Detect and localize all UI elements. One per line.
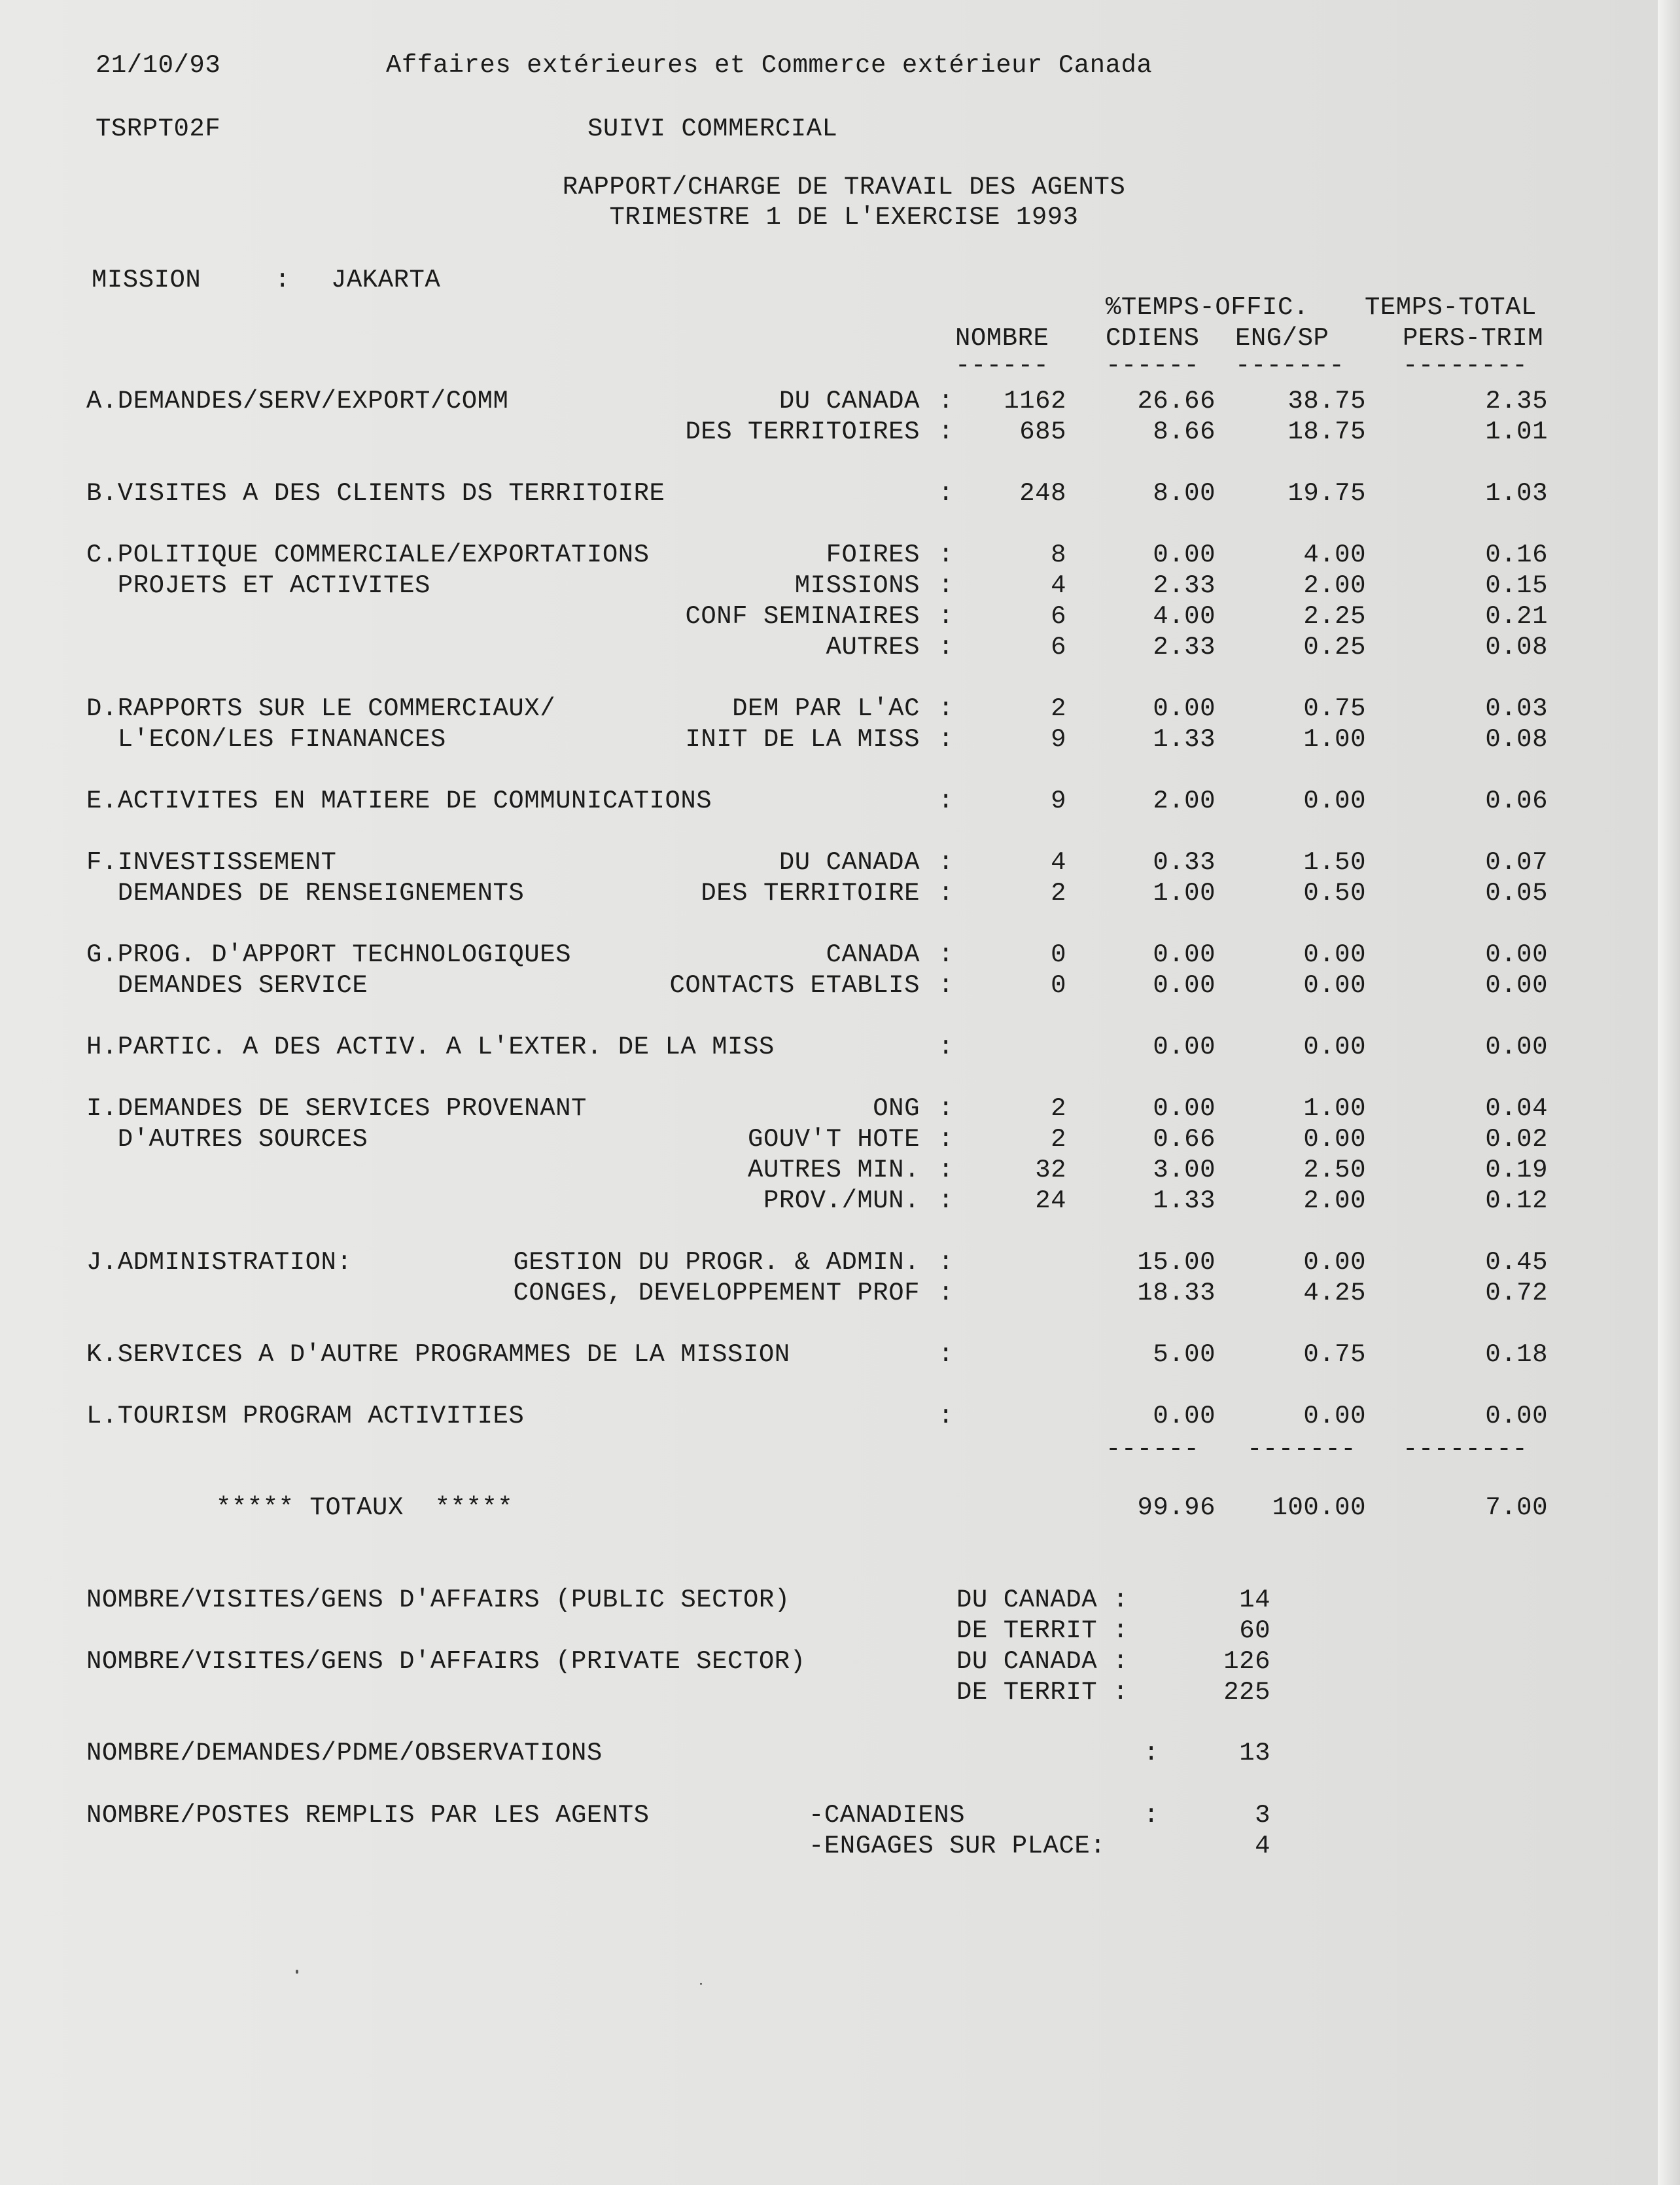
visits-public-territ-value: 60 xyxy=(1239,1616,1270,1645)
visits-private-territ-value: 225 xyxy=(1223,1678,1270,1707)
totals-rule-perstrim: -------- xyxy=(1403,1435,1528,1464)
row-sublabel: DU CANADA xyxy=(779,848,920,877)
visits-public-canada-value: 14 xyxy=(1239,1586,1270,1614)
cell-nombre: 685 xyxy=(1019,417,1066,446)
row-sublabel: CONGES, DEVELOPPEMENT PROF xyxy=(513,1279,920,1307)
row-colon: : xyxy=(938,602,954,631)
row-sublabel: GESTION DU PROGR. & ADMIN. xyxy=(513,1248,920,1277)
row-colon: : xyxy=(938,387,954,416)
cell-cdiens: 0.00 xyxy=(1153,694,1216,723)
row-label: D'AUTRES SOURCES xyxy=(86,1125,368,1154)
cell-engsp: 0.00 xyxy=(1303,1125,1366,1154)
cell-perstrim: 0.45 xyxy=(1485,1248,1548,1277)
col-underline-cdiens: ------ xyxy=(1106,351,1200,380)
cell-perstrim: 0.07 xyxy=(1485,848,1548,877)
report-title: RAPPORT/CHARGE DE TRAVAIL DES AGENTS xyxy=(562,173,1126,202)
cell-nombre: 1162 xyxy=(1004,387,1066,416)
cell-nombre: 9 xyxy=(1051,787,1066,815)
cell-cdiens: 0.00 xyxy=(1153,1402,1216,1430)
cell-engsp: 0.00 xyxy=(1303,1402,1366,1430)
cell-engsp: 0.75 xyxy=(1303,694,1366,723)
row-sublabel: CANADA xyxy=(826,940,920,969)
row-colon: : xyxy=(938,787,954,815)
cell-engsp: 2.00 xyxy=(1303,1186,1366,1215)
cell-cdiens: 0.00 xyxy=(1153,1094,1216,1123)
col-header-temps-offic: %TEMPS-OFFIC. xyxy=(1106,293,1309,322)
col-header-engsp: ENG/SP xyxy=(1235,324,1329,353)
row-colon: : xyxy=(938,541,954,569)
row-sublabel: FOIRES xyxy=(826,541,920,569)
cell-perstrim: 0.21 xyxy=(1485,602,1548,631)
cell-nombre: 0 xyxy=(1051,971,1066,1000)
cell-perstrim: 2.35 xyxy=(1485,387,1548,416)
cell-cdiens: 18.33 xyxy=(1137,1279,1216,1307)
cell-nombre: 248 xyxy=(1019,479,1066,508)
cell-engsp: 18.75 xyxy=(1287,417,1366,446)
cell-nombre: 6 xyxy=(1051,602,1066,631)
cell-cdiens: 0.00 xyxy=(1153,541,1216,569)
cell-engsp: 0.25 xyxy=(1303,633,1366,662)
cell-cdiens: 4.00 xyxy=(1153,602,1216,631)
cell-engsp: 2.00 xyxy=(1303,571,1366,600)
row-colon: : xyxy=(938,1279,954,1307)
cell-perstrim: 0.00 xyxy=(1485,940,1548,969)
report-code: TSRPT02F xyxy=(96,115,221,143)
col-header-temps-total: TEMPS-TOTAL xyxy=(1365,293,1537,322)
col-underline-engsp: ------- xyxy=(1235,351,1345,380)
cell-engsp: 1.00 xyxy=(1303,725,1366,754)
row-label: I.DEMANDES DE SERVICES PROVENANT xyxy=(86,1094,587,1123)
cell-nombre: 8 xyxy=(1051,541,1066,569)
system-name: SUIVI COMMERCIAL xyxy=(587,115,838,143)
cell-perstrim: 0.00 xyxy=(1485,1033,1548,1061)
cell-perstrim: 0.08 xyxy=(1485,725,1548,754)
col-underline-nombre: ------ xyxy=(955,351,1049,380)
row-colon: : xyxy=(938,1094,954,1123)
col-underline-perstrim: -------- xyxy=(1403,351,1528,380)
page-edge-shadow xyxy=(1658,0,1680,2185)
cell-engsp: 0.00 xyxy=(1303,971,1366,1000)
cell-engsp: 4.25 xyxy=(1303,1279,1366,1307)
cell-cdiens: 1.33 xyxy=(1153,1186,1216,1215)
row-sublabel: CONF SEMINAIRES xyxy=(685,602,920,631)
cell-nombre: 4 xyxy=(1051,571,1066,600)
postes-label: NOMBRE/POSTES REMPLIS PAR LES AGENTS xyxy=(86,1801,650,1830)
col-header-nombre: NOMBRE xyxy=(955,324,1049,353)
cell-cdiens: 2.00 xyxy=(1153,787,1216,815)
cell-cdiens: 26.66 xyxy=(1137,387,1216,416)
cell-nombre: 2 xyxy=(1051,1094,1066,1123)
row-colon: : xyxy=(938,1033,954,1061)
cell-cdiens: 1.33 xyxy=(1153,725,1216,754)
row-colon: : xyxy=(938,1125,954,1154)
row-colon: : xyxy=(938,1248,954,1277)
row-label: DEMANDES DE RENSEIGNEMENTS xyxy=(86,879,525,908)
cell-perstrim: 0.18 xyxy=(1485,1340,1548,1369)
visits-private-territ-label: DE TERRIT : xyxy=(956,1678,1129,1707)
postes-engages-label: -ENGAGES SUR PLACE: xyxy=(809,1832,1106,1860)
report-date: 21/10/93 xyxy=(96,51,221,80)
cell-cdiens: 15.00 xyxy=(1137,1248,1216,1277)
visits-private-canada-value: 126 xyxy=(1223,1647,1270,1676)
scan-speck xyxy=(296,1970,298,1974)
row-label: B.VISITES A DES CLIENTS DS TERRITOIRE xyxy=(86,479,665,508)
row-label: PROJETS ET ACTIVITES xyxy=(86,571,430,600)
row-label: G.PROG. D'APPORT TECHNOLOGIQUES xyxy=(86,940,572,969)
cell-perstrim: 0.00 xyxy=(1485,971,1548,1000)
row-sublabel: ONG xyxy=(873,1094,920,1123)
col-header-perstrim: PERS-TRIM xyxy=(1403,324,1544,353)
cell-engsp: 2.25 xyxy=(1303,602,1366,631)
row-sublabel: MISSIONS xyxy=(794,571,920,600)
cell-engsp: 0.00 xyxy=(1303,1033,1366,1061)
cell-engsp: 1.00 xyxy=(1303,1094,1366,1123)
row-colon: : xyxy=(938,940,954,969)
cell-engsp: 4.00 xyxy=(1303,541,1366,569)
row-colon: : xyxy=(938,1186,954,1215)
row-label: H.PARTIC. A DES ACTIV. A L'EXTER. DE LA MISS xyxy=(86,1033,775,1061)
row-colon: : xyxy=(938,1402,954,1430)
postes-canadiens-colon: : xyxy=(1144,1801,1159,1830)
cell-perstrim: 0.03 xyxy=(1485,694,1548,723)
row-sublabel: DES TERRITOIRES xyxy=(685,417,920,446)
row-label: K.SERVICES A D'AUTRE PROGRAMMES DE LA MISSION xyxy=(86,1340,790,1369)
row-sublabel: DES TERRITOIRE xyxy=(701,879,920,908)
cell-nombre: 6 xyxy=(1051,633,1066,662)
cell-engsp: 1.50 xyxy=(1303,848,1366,877)
cell-cdiens: 0.33 xyxy=(1153,848,1216,877)
cell-cdiens: 1.00 xyxy=(1153,879,1216,908)
pdme-colon: : xyxy=(1144,1739,1159,1768)
cell-engsp: 0.00 xyxy=(1303,1248,1366,1277)
row-label: F.INVESTISSEMENT xyxy=(86,848,337,877)
row-colon: : xyxy=(938,479,954,508)
row-colon: : xyxy=(938,417,954,446)
cell-engsp: 0.50 xyxy=(1303,879,1366,908)
cell-nombre: 0 xyxy=(1051,940,1066,969)
visits-private-canada-label: DU CANADA : xyxy=(956,1647,1129,1676)
cell-perstrim: 0.15 xyxy=(1485,571,1548,600)
cell-engsp: 38.75 xyxy=(1287,387,1366,416)
cell-engsp: 0.00 xyxy=(1303,940,1366,969)
cell-nombre: 2 xyxy=(1051,1125,1066,1154)
cell-cdiens: 2.33 xyxy=(1153,571,1216,600)
cell-cdiens: 0.00 xyxy=(1153,940,1216,969)
cell-cdiens: 0.00 xyxy=(1153,971,1216,1000)
cell-perstrim: 0.02 xyxy=(1485,1125,1548,1154)
row-colon: : xyxy=(938,879,954,908)
visits-private-label: NOMBRE/VISITES/GENS D'AFFAIRS (PRIVATE SECTOR) xyxy=(86,1647,806,1676)
visits-public-label: NOMBRE/VISITES/GENS D'AFFAIRS (PUBLIC SECTOR) xyxy=(86,1586,790,1614)
row-sublabel: DEM PAR L'AC xyxy=(732,694,920,723)
row-label: J.ADMINISTRATION: xyxy=(86,1248,353,1277)
row-label: E.ACTIVITES EN MATIERE DE COMMUNICATIONS xyxy=(86,787,712,815)
pdme-label: NOMBRE/DEMANDES/PDME/OBSERVATIONS xyxy=(86,1739,603,1768)
row-colon: : xyxy=(938,848,954,877)
col-header-cdiens: CDIENS xyxy=(1106,324,1200,353)
postes-engages-value: 4 xyxy=(1255,1832,1270,1860)
totals-engsp: 100.00 xyxy=(1272,1493,1366,1522)
cell-nombre: 9 xyxy=(1051,725,1066,754)
postes-canadiens-value: 3 xyxy=(1255,1801,1270,1830)
cell-engsp: 0.00 xyxy=(1303,787,1366,815)
cell-perstrim: 0.19 xyxy=(1485,1156,1548,1184)
row-label: D.RAPPORTS SUR LE COMMERCIAUX/ xyxy=(86,694,556,723)
cell-cdiens: 0.00 xyxy=(1153,1033,1216,1061)
cell-cdiens: 8.00 xyxy=(1153,479,1216,508)
cell-engsp: 2.50 xyxy=(1303,1156,1366,1184)
cell-perstrim: 0.06 xyxy=(1485,787,1548,815)
row-colon: : xyxy=(938,1156,954,1184)
row-colon: : xyxy=(938,725,954,754)
pdme-value: 13 xyxy=(1239,1739,1270,1768)
cell-cdiens: 8.66 xyxy=(1153,417,1216,446)
visits-public-territ-label: DE TERRIT : xyxy=(956,1616,1129,1645)
mission-colon: : xyxy=(275,266,290,294)
row-sublabel: AUTRES xyxy=(826,633,920,662)
postes-canadiens-label: -CANADIENS xyxy=(809,1801,966,1830)
row-colon: : xyxy=(938,571,954,600)
cell-cdiens: 0.66 xyxy=(1153,1125,1216,1154)
organization-name: Affaires extérieures et Commerce extérieur Canada xyxy=(386,51,1153,80)
cell-engsp: 19.75 xyxy=(1287,479,1366,508)
row-sublabel: INIT DE LA MISS xyxy=(685,725,920,754)
totals-rule-cdiens: ------ xyxy=(1106,1435,1200,1464)
cell-perstrim: 1.01 xyxy=(1485,417,1548,446)
cell-cdiens: 2.33 xyxy=(1153,633,1216,662)
cell-nombre: 24 xyxy=(1035,1186,1066,1215)
row-sublabel: AUTRES MIN. xyxy=(748,1156,920,1184)
row-sublabel: GOUV'T HOTE xyxy=(748,1125,920,1154)
row-sublabel: DU CANADA xyxy=(779,387,920,416)
mission-value: JAKARTA xyxy=(331,266,441,294)
cell-perstrim: 0.08 xyxy=(1485,633,1548,662)
row-colon: : xyxy=(938,633,954,662)
totals-cdiens: 99.96 xyxy=(1137,1493,1216,1522)
mission-label: MISSION xyxy=(92,266,201,294)
cell-perstrim: 0.05 xyxy=(1485,879,1548,908)
row-sublabel: CONTACTS ETABLIS xyxy=(669,971,920,1000)
visits-public-canada-label: DU CANADA : xyxy=(956,1586,1129,1614)
cell-perstrim: 0.12 xyxy=(1485,1186,1548,1215)
row-label: L.TOURISM PROGRAM ACTIVITIES xyxy=(86,1402,525,1430)
cell-perstrim: 0.16 xyxy=(1485,541,1548,569)
row-label: C.POLITIQUE COMMERCIALE/EXPORTATIONS xyxy=(86,541,650,569)
cell-cdiens: 3.00 xyxy=(1153,1156,1216,1184)
report-period: TRIMESTRE 1 DE L'EXERCISE 1993 xyxy=(609,203,1079,232)
row-colon: : xyxy=(938,1340,954,1369)
cell-nombre: 4 xyxy=(1051,848,1066,877)
cell-nombre: 2 xyxy=(1051,879,1066,908)
totals-perstrim: 7.00 xyxy=(1485,1493,1548,1522)
cell-perstrim: 0.04 xyxy=(1485,1094,1548,1123)
row-colon: : xyxy=(938,971,954,1000)
cell-perstrim: 1.03 xyxy=(1485,479,1548,508)
cell-perstrim: 0.00 xyxy=(1485,1402,1548,1430)
cell-nombre: 32 xyxy=(1035,1156,1066,1184)
row-label: L'ECON/LES FINANANCES xyxy=(86,725,446,754)
cell-cdiens: 5.00 xyxy=(1153,1340,1216,1369)
row-colon: : xyxy=(938,694,954,723)
row-sublabel: PROV./MUN. xyxy=(763,1186,920,1215)
row-label: DEMANDES SERVICE xyxy=(86,971,368,1000)
cell-perstrim: 0.72 xyxy=(1485,1279,1548,1307)
totals-rule-engsp: ------- xyxy=(1247,1435,1357,1464)
cell-nombre: 2 xyxy=(1051,694,1066,723)
row-label: A.DEMANDES/SERV/EXPORT/COMM xyxy=(86,387,509,416)
scan-speck xyxy=(700,1983,702,1985)
cell-engsp: 0.75 xyxy=(1303,1340,1366,1369)
totals-label: ***** TOTAUX ***** xyxy=(216,1493,514,1522)
